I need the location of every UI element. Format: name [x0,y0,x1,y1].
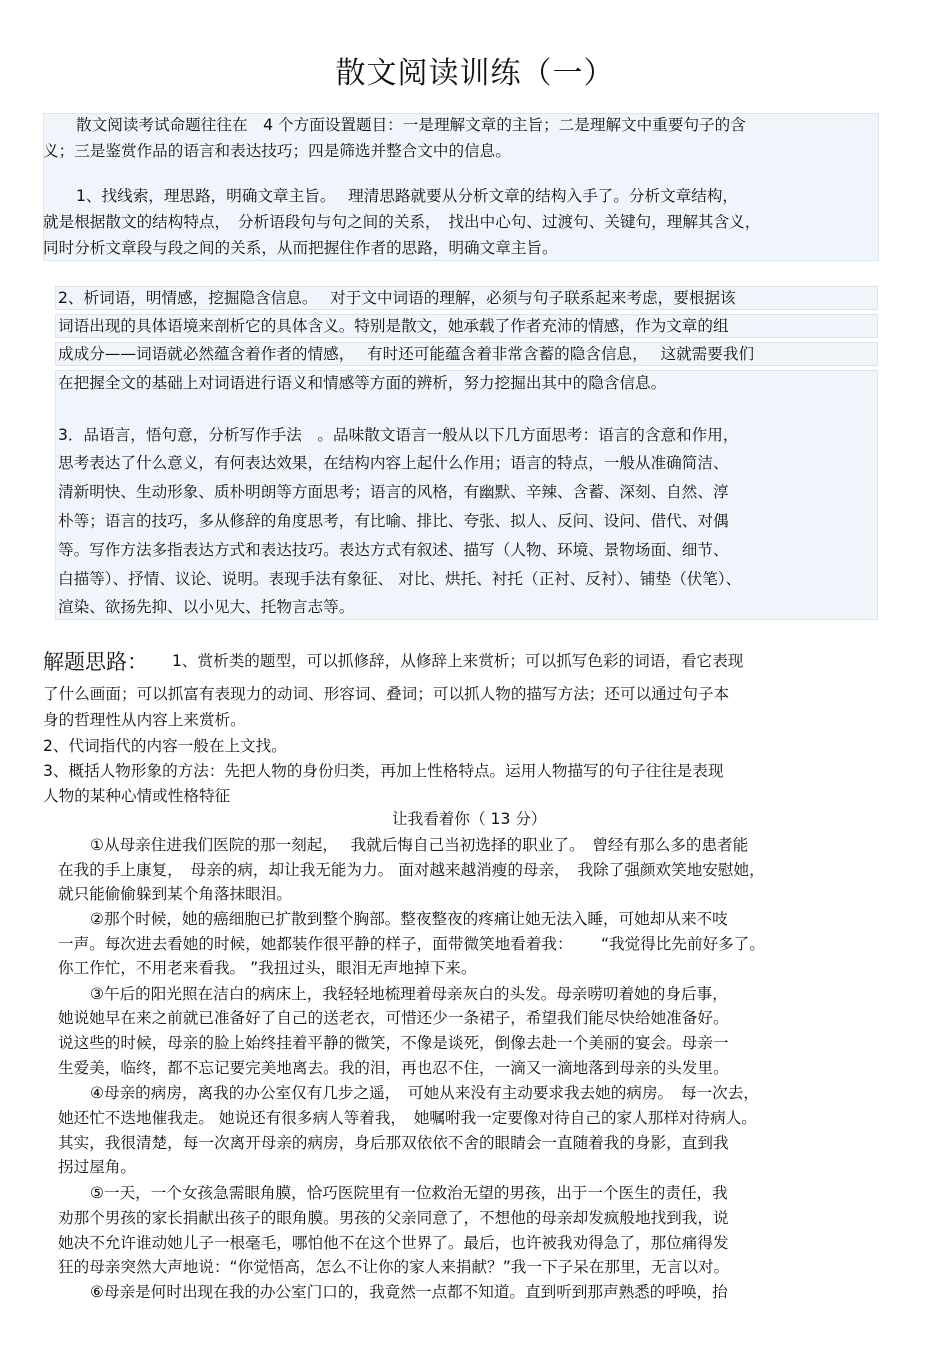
article-line: ③午后的阳光照在洁白的病床上，我轻轻地梳理着母亲灰白的头发。母亲唠叨着她的身后事， [90,985,728,1003]
intro-line: 1、找线索，理思路，明确文章主旨。 理清思路就要从分析文章的结构入手了。分析文章结构， [76,187,739,205]
article-line: 就只能偷偷躲到某个角落抹眼泪。 [58,885,292,903]
article-line: ⑤一天，一个女孩急需眼角膜，恰巧医院里有一位救治无望的男孩，出于一个医生的责任，我 [90,1184,728,1202]
section2-line: 2、析词语，明情感，挖掘隐含信息。 对于文中词语的理解，必须与句子联系起来考虑，要根据该 [58,289,736,307]
article-line: 其实，我很清楚，每一次离开母亲的病房，身后那双依依不舍的眼睛会一直随着我的身影，直到我 [58,1134,729,1152]
article-line: 你工作忙，不用老来看我。 ”我扭过头，眼泪无声地掉下来。 [58,959,477,977]
article-line: ④母亲的病房，离我的办公室仅有几步之遥， 可她从来没有主动要求我去她的病房。 每一次去， [90,1084,759,1102]
section3-line: 朴等；语言的技巧，多从修辞的角度思考，有比喻、排比、夸张、拟人、反问、设问、借代、对偶 [58,512,729,530]
intro-line: 义；三是鉴赏作品的语言和表达技巧；四是筛选并整合文中的信息。 [43,142,511,160]
article-title: 让我看着你（ 13 分） [392,810,547,828]
intro-line: 散文阅读考试命题往往在 4 个方面设置题目：一是理解文章的主旨；二是理解文中重要句子的含 [76,116,746,134]
solution-heading: 解题思路： [43,650,148,674]
article-line: 她决不允许谁动她儿子一根毫毛，哪怕他不在这个世界了。最后，也许被我劝得急了，那位痛得发 [58,1234,729,1252]
article-line: 拐过屋角。 [58,1158,136,1176]
article-line: 一声。每次进去看她的时候，她都装作很平静的样子，面带微笑地看着我： “我觉得比先前好多了。 [58,935,765,953]
section2-line: 成成分——词语就必然蕴含着作者的情感， 有时还可能蕴含着非常含蓄的隐含信息， 这就需要我们 [58,345,755,363]
solution-line: 了什么画面；可以抓富有表现力的动词、形容词、叠词；可以抓人物的描写方法；还可以通过句子本 [43,685,730,703]
section3-line: 等。写作方法多指表达方式和表达技巧。表达方式有叙述、描写（人物、环境、景物场面、细节、 [58,541,729,559]
article-line: 说这些的时候，母亲的脸上始终挂着平静的微笑，不像是谈死，倒像去赴一个美丽的宴会。母亲一 [58,1034,729,1052]
article-line: ②那个时候，她的癌细胞已扩散到整个胸部。整夜整夜的疼痛让她无法入睡，可她却从来不吱 [90,910,728,928]
article-line: 劝那个男孩的家长捐献出孩子的眼角膜。男孩的父亲同意了，不想他的母亲却发疯般地找到我，说 [58,1209,729,1227]
solution-line: 身的哲理性从内容上来赏析。 [43,711,246,729]
section3-line: 白描等）、抒情、议论、说明。表现手法有象征、 对比、烘托、衬托（正衬、反衬）、铺垫（伏笔）、 [58,570,742,588]
article-line: ⑥母亲是何时出现在我的办公室门口的，我竟然一点都不知道。直到听到那声熟悉的呼唤，抬 [90,1283,728,1301]
section3-line: 清新明快、生动形象、质朴明朗等方面思考；语言的风格，有幽默、辛辣、含蓄、深刻、自然、淳 [58,483,729,501]
solution-line: 3、概括人物形象的方法：先把人物的身份归类，再加上性格特点。运用人物描写的句子往往是表现 [43,762,724,780]
section3-line: 渲染、欲扬先抑、以小见大、托物言志等。 [58,598,355,616]
section2-line: 词语出现的具体语境来剖析它的具体含义。特别是散文，她承载了作者充沛的情感，作为文章的组 [58,317,729,335]
intro-line: 同时分析文章段与段之间的关系，从而把握住作者的思路，明确文章主旨。 [43,239,558,257]
section2-line: 在把握全文的基础上对词语进行语义和情感等方面的辨析，努力挖掘出其中的隐含信息。 [58,374,667,392]
solution-line: 1、赏析类的题型，可以抓修辞，从修辞上来赏析；可以抓写色彩的词语，看它表现 [172,652,744,670]
article-line: 她说她早在来之前就已准备好了自己的送老衣，可惜还少一条裙子，希望我们能尽快给她准备好。 [58,1009,729,1027]
article-line: 在我的手上康复， 母亲的病，却让我无能为力。 面对越来越消瘦的母亲， 我除了强颜欢笑地安慰她， [58,861,765,879]
article-line: 狂的母亲突然大声地说：“你觉悟高，怎么不让你的家人来捐献？”我一下子呆在那里，无言以对。 [58,1258,730,1276]
article-line: ①从母亲住进我们医院的那一刻起， 我就后悔自己当初选择的职业了。 曾经有那么多的患者能 [90,836,749,854]
article-line: 生爱美，临终，都不忘记要完美地离去。我的泪，再也忍不住，一滴又一滴地落到母亲的头发里。 [58,1059,729,1077]
section3-line: 3．品语言，悟句意，分析写作手法 。品味散文语言一般从以下几方面思考：语言的含意和作用， [58,426,739,444]
article-line: 她还忙不迭地催我走。 她说还有很多病人等着我， 她嘱咐我一定要像对待自己的家人那样对待病人。 [58,1109,757,1127]
page-title: 散文阅读训练（一） [335,56,615,91]
intro-line: 就是根据散文的结构特点， 分析语段句与句之间的关系， 找出中心句、过渡句、关键句，理解其含义， [43,213,761,231]
solution-line: 2、代词指代的内容一般在上文找。 [43,737,287,755]
solution-line: 人物的某种心情或性格特征 [43,787,231,805]
section3-line: 思考表达了什么意义，有何表达效果，在结构内容上起什么作用；语言的特点，一般从准确简洁、 [58,454,729,472]
